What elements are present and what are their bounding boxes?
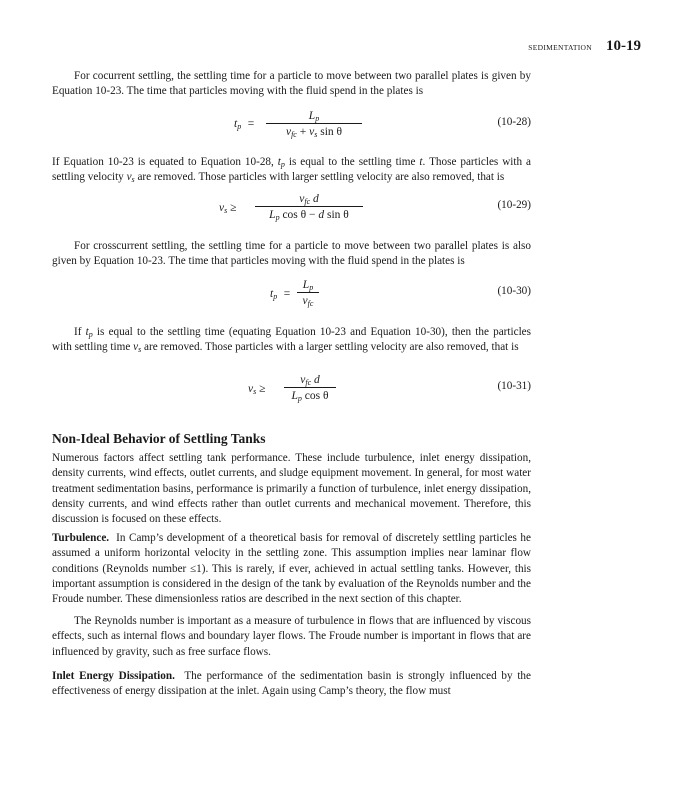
equation-10-31 [52,374,531,408]
paragraph-inlet-energy: Inlet Energy Dissipation. The performance of the sedimentation basin is strongly influenced by the effectiveness of energy dissipation at the inlet. Again using Camp’s theory, the flow must [52,670,531,698]
page-number: 10-19 [606,38,641,54]
equation-number: (10-31) [497,380,531,392]
equation-number: (10-29) [497,199,531,211]
equation-fraction: $v_{fc}$ d $L_p$ cos θ − d sin θ [255,193,363,221]
paragraph-equating-10-30: If $t_p$ is equal to the settling time (equating Equation 10-23 and Equation 10-30), then the particles with settling time $v_s$ are removed. Those particles with a larger settling velocity are also removed, that is [52,326,531,355]
subheading-inlet-energy: Inlet Energy Dissipation. [52,670,175,682]
equation-lhs: $v_s$ ≥ [219,202,237,215]
equation-number: (10-30) [497,285,531,297]
equation-fraction: $L_p$ $v_{fc} + v_s$ sin θ [266,110,362,138]
equation-lhs: $t_p$ = [270,288,291,301]
paragraph-turbulence: Turbulence. In Camp’s development of a theoretical basis for removal of discretely settling particles he assumed a uniform horizontal velocity in the settling zone. This assumption implies near laminar flow conditions (Reynolds number ≤1). This is rarely, if ever, achieved in actual settling tanks. However, this important assumption is considered in the design of the tank by evaluation of the Reynolds number and the Froude number. These dimensionless ratios are described in the next section of this chapter. [52,532,531,606]
equation-lhs: $v_s$ ≥ [248,383,266,396]
equation-number: (10-28) [497,116,531,128]
equation-10-30 [52,279,531,313]
paragraph-reynolds-froude: The Reynolds number is important as a measure of turbulence in flows that are influenced by viscous effects, such as internal flows and boundary layer flows. The Froude number is important in flows that are influenced by gravity, such as free surface flows. [52,615,531,658]
running-head [528,38,641,55]
paragraph-crosscurrent: For crosscurrent settling, the settling time for a particle to move between two parallel plates is also given by Equation 10-23. The time that particles moving with the fluid spend in the plates is [52,240,531,268]
subheading-turbulence: Turbulence. [52,532,110,544]
running-head-section: SEDIMENTATION [528,43,592,52]
equation-fraction: $v_{fc}$ d $L_p$ cos θ [284,374,336,402]
paragraph-factors: Numerous factors affect settling tank performance. These include turbulence, inlet energy dissipation, density currents, wind effects, outlet currents, and sludge equipment movement. In general, for most water treatment sedimentation basins, performance is primarily a function of turbulence, inlet energy dissipation, density currents, and wind effects rather than outlet currents and mechanical movement. Therefore, this discussion is focused on these effects. [52,452,531,526]
equation-10-28 [52,110,531,144]
equation-fraction: $L_p$ $v_{fc}$ [297,279,319,307]
paragraph-equating-10-28: If Equation 10-23 is equated to Equation 10-28, $t_p$ is equal to the settling time t. Those particles with a settling velocity $v_s$ are removed. Those particles with larger settling velocity are also removed, that is [52,156,532,185]
equation-lhs: $t_p$ = [234,118,255,131]
section-heading: Non-Ideal Behavior of Settling Tanks [52,431,266,446]
equation-10-29 [52,193,531,227]
paragraph-cocurrent: For cocurrent settling, the settling time for a particle to move between two parallel plates is given by Equation 10-23. The time that particles moving with the fluid spend in the plates is [52,70,531,98]
